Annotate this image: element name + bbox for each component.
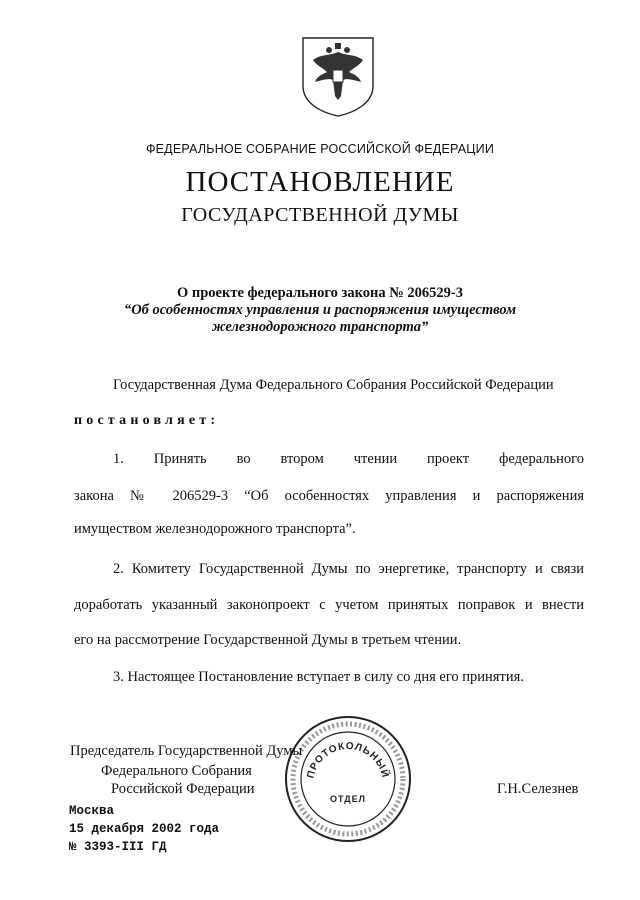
resolves-word: постановляет: xyxy=(74,413,220,428)
item-1-line-2: закона № 206529-3 “Об особенностях управления и распоряжения xyxy=(74,488,584,504)
coat-of-arms-emblem-icon xyxy=(299,34,377,118)
official-stamp xyxy=(283,714,413,844)
subject-line-2: “Об особенностях управления и распоряжения имуществом xyxy=(123,302,517,318)
signatory-name: Г.Н.Селезнев xyxy=(497,781,579,797)
registration-number: № 3393-III ГД xyxy=(69,840,167,854)
item-2-line-1: 2. Комитету Государственной Думы по энергетике, транспорту и связи xyxy=(113,561,584,577)
stamp-center-text: ОТДЕЛ xyxy=(329,794,367,804)
document-subtitle: ГОСУДАРСТВЕННОЙ ДУМЫ xyxy=(181,204,459,226)
footer-date: 15 декабря 2002 года xyxy=(69,822,220,836)
item-1-line-3: имуществом железнодорожного транспорта”. xyxy=(74,521,356,537)
intro-paragraph: Государственная Дума Федерального Собрания Российской Федерации xyxy=(113,377,554,393)
subject-line-3: железнодорожного транспорта” xyxy=(211,319,429,335)
subject-line-1: О проекте федерального закона № 206529-3 xyxy=(176,285,464,301)
signatory-position-line-1: Председатель Государственной Думы xyxy=(70,743,303,759)
subject-block xyxy=(60,285,580,336)
organization-heading: ФЕДЕРАЛЬНОЕ СОБРАНИЕ РОССИЙСКОЙ ФЕДЕРАЦИИ xyxy=(145,142,495,156)
signatory-position-line-3: Российской Федерации xyxy=(111,781,255,797)
document-title: ПОСТАНОВЛЕНИЕ xyxy=(185,166,455,198)
svg-text:ПРОТОКОЛЬНЫЙ xyxy=(305,741,392,780)
item-2-line-3: его на рассмотрение Государственной Думы в третьем чтении. xyxy=(74,632,462,648)
stamp-arc-text: ПРОТОКОЛЬНЫЙ xyxy=(305,740,391,780)
signatory-position-line-2: Федерального Собрания xyxy=(101,763,252,779)
item-2-line-2: доработать указанный законопроект с учетом принятых поправок и внести xyxy=(74,597,584,613)
footer-city: Москва xyxy=(69,804,115,818)
item-1-line-1: 1. Принять во втором чтении проект федерального xyxy=(113,451,584,467)
item-3-paragraph: 3. Настоящее Постановление вступает в силу со дня его принятия. xyxy=(113,669,524,685)
